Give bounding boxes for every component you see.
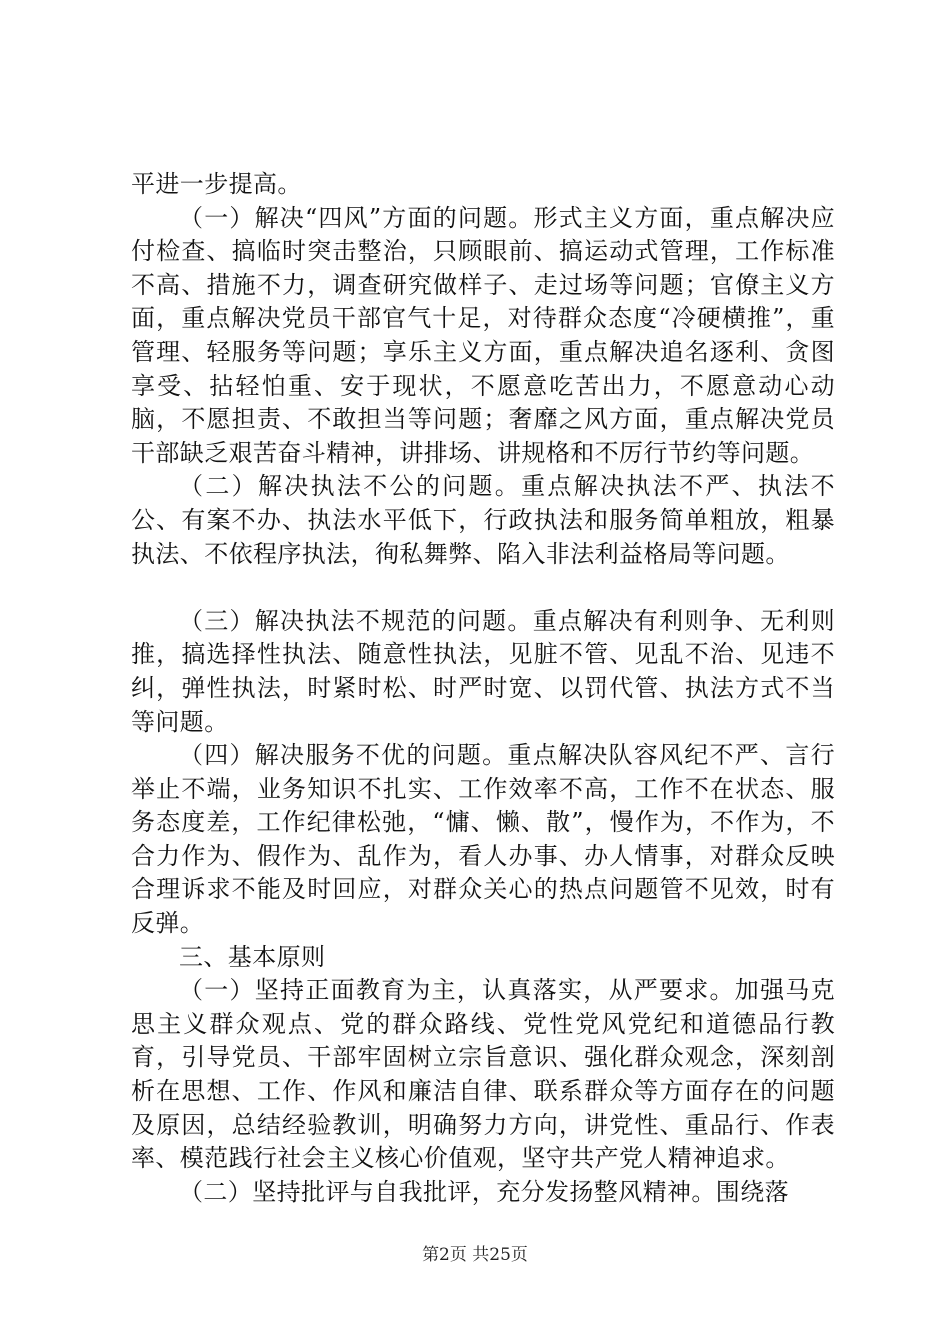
paragraph-principle-2: （二）坚持批评与自我批评，充分发扬整风精神。围绕落 [179,1177,789,1206]
paragraph-item-1-four-winds: （一）解决“四风”方面的问题。形式主义方面，重点解决应付检查、搞临时突击整治，只顾眼前、搞运动式管理，工作标准不高、措施不力，调查研究做样子、走过场等问题；官僚主义方面，重点解决党员干部官气十足，对待群众态度“冷硬横推”，重管理、轻服务等问题；享乐主义方面，重点解决追名逐利、贪图享受、拈轻怕重、安于现状，不愿意吃苦出力，不愿意动心动脑，不愿担责、不敢担当等问题；奢靡之风方面，重点解决党员干部缺乏艰苦奋斗精神，讲排场、讲规格和不厉行节约等问题。 [131,203,835,467]
paragraph-item-3-irregular-enforcement: （三）解决执法不规范的问题。重点解决有利则争、无利则推，搞选择性执法、随意性执法，见脏不管、见乱不治、见违不纠，弹性执法，时紧时松、时严时宽、以罚代管、执法方式不当等问题。 [131,606,835,736]
page-number-footer: 第2页 共25页 [422,1245,528,1265]
paragraph-continuation: 平进一步提高。 [131,170,302,198]
paragraph-item-2-unfair-enforcement: （二）解决执法不公的问题。重点解决执法不严、执法不公、有案不办、执法水平低下，行政执法和服务简单粗放，粗暴执法、不依程序执法，徇私舞弊、陷入非法利益格局等问题。 [131,472,835,568]
paragraph-principle-1: （一）坚持正面教育为主，认真落实，从严要求。加强马克思主义群众观点、党的群众路线、党性党风党纪和道德品行教育，引导党员、干部牢固树立宗旨意识、强化群众观念，深刻剖析在思想、工作、作风和廉洁自律、联系群众等方面存在的问题及原因，总结经验教训，明确努力方向，讲党性、重品行、作表率、模范践行社会主义核心价值观，坚守共产党人精神追求。 [131,976,835,1173]
paragraph-item-4-poor-service: （四）解决服务不优的问题。重点解决队容风纪不严、言行举止不端，业务知识不扎实、工作效率不高，工作不在状态、服务态度差，工作纪律松弛，“慵、懒、散”，慢作为，不作为，不合力作为、假作为、乱作为，看人办事、办人情事，对群众反映合理诉求不能及时回应，对群众关心的热点问题管不见效，时有反弹。 [131,741,835,938]
section-heading-basic-principles: 三、基本原则 [179,942,326,971]
document-body [131,168,835,1209]
